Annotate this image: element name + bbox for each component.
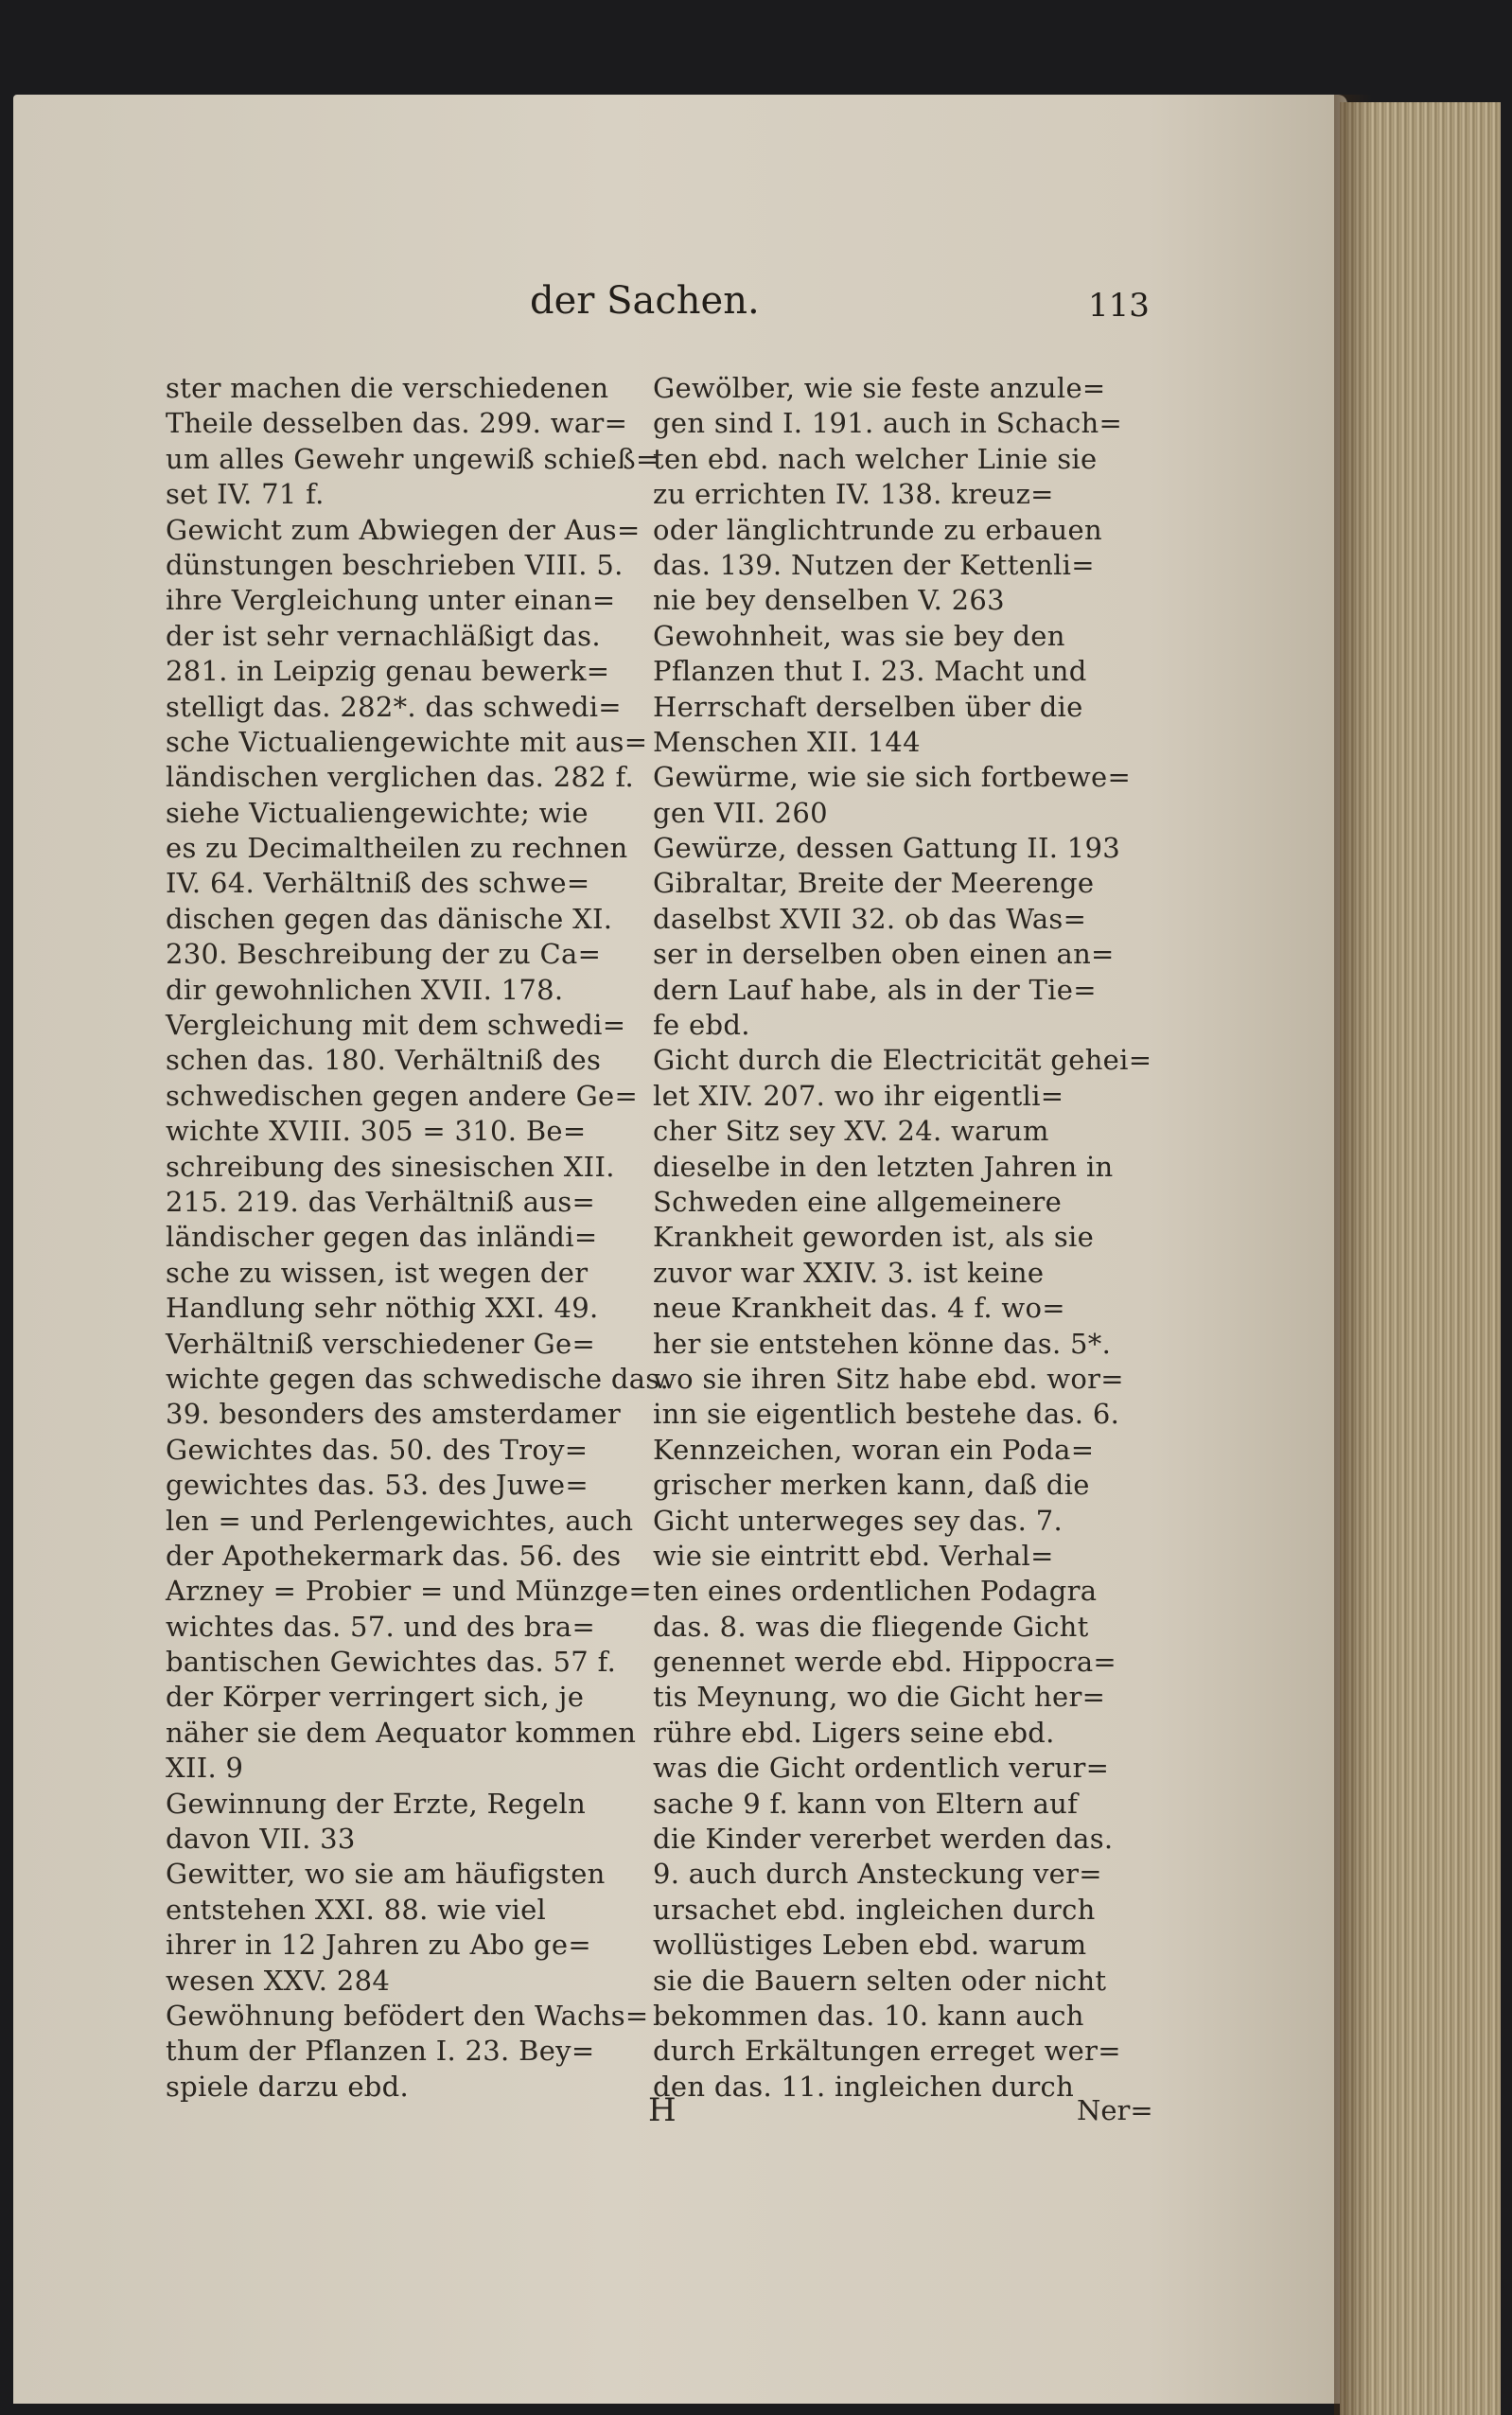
index-line: Gewöhnung befödert den Wachs= — [166, 1999, 649, 2032]
index-line: die Kinder vererbet werden das. — [653, 1823, 1114, 1856]
index-line: Gicht unterweges sey das. 7. — [653, 1504, 1063, 1537]
index-line: ländischer gegen das inländi= — [166, 1221, 598, 1254]
index-line: ser in derselben oben einen an= — [653, 938, 1115, 971]
index-line: len = und Perlengewichtes, auch — [166, 1504, 634, 1537]
index-line: 281. in Leipzig genau bewerk= — [166, 655, 610, 688]
index-line: thum der Pflanzen I. 23. Bey= — [166, 2035, 595, 2068]
index-line: tis Meynung, wo die Gicht her= — [653, 1681, 1106, 1714]
index-line: durch Erkältungen erreget wer= — [653, 2035, 1121, 2068]
index-line: Theile desselben das. 299. war= — [166, 407, 628, 440]
index-line: wo sie ihren Sitz habe ebd. wor= — [653, 1362, 1124, 1395]
index-line: der ist sehr vernachläßigt das. — [166, 619, 601, 652]
index-line: gen VII. 260 — [653, 796, 828, 829]
index-line: ihrer in 12 Jahren zu Abo ge= — [166, 1929, 591, 1962]
index-line: wesen XXV. 284 — [166, 1964, 391, 1997]
index-line: Gewitter, wo sie am häufigsten — [166, 1858, 606, 1891]
index-line: Arzney = Probier = und Münzge= — [166, 1575, 652, 1608]
index-line: näher sie dem Aequator kommen — [166, 1716, 637, 1749]
index-line: genennet werde ebd. Hippocra= — [653, 1646, 1117, 1679]
index-line: Gewürze, dessen Gattung II. 193 — [653, 832, 1121, 865]
index-line: Gicht durch die Electricität gehei= — [653, 1044, 1152, 1077]
index-line: 230. Beschreibung der zu Ca= — [166, 938, 602, 971]
index-line: dern Lauf habe, als in der Tie= — [653, 973, 1097, 1006]
index-line: grischer merken kann, daß die — [653, 1469, 1090, 1502]
index-line: schreibung des sinesischen XII. — [166, 1150, 615, 1183]
index-line: ihre Vergleichung unter einan= — [166, 584, 616, 617]
index-line: 9. auch durch Ansteckung ver= — [653, 1858, 1102, 1891]
index-line: Menschen XII. 144 — [653, 725, 921, 758]
running-header: der Sachen. — [530, 279, 760, 323]
index-line: dir gewohnlichen XVII. 178. — [166, 973, 564, 1006]
index-line: es zu Decimaltheilen zu rechnen — [166, 832, 628, 865]
left-index-column — [166, 371, 670, 2105]
index-line: der Apothekermark das. 56. des — [166, 1539, 622, 1572]
index-line: ten ebd. nach welcher Linie sie — [653, 442, 1098, 475]
index-line: fe ebd. — [653, 1009, 750, 1042]
index-line: Gewinnung der Erzte, Regeln — [166, 1787, 587, 1820]
index-line: Gibraltar, Breite der Meerenge — [653, 867, 1095, 900]
index-line: dünstungen beschrieben VIII. 5. — [166, 548, 624, 581]
index-line: dieselbe in den letzten Jahren in — [653, 1150, 1114, 1183]
index-line: let XIV. 207. wo ihr eigentli= — [653, 1079, 1064, 1112]
index-line: bantischen Gewichtes das. 57 f. — [166, 1646, 617, 1679]
index-line: cher Sitz sey XV. 24. warum — [653, 1115, 1049, 1148]
index-line: wichtes das. 57. und des bra= — [166, 1610, 596, 1643]
index-line: 215. 219. das Verhältniß aus= — [166, 1185, 596, 1218]
index-line: das. 8. was die fliegende Gicht — [653, 1610, 1089, 1643]
index-line: Gewürme, wie sie sich fortbewe= — [653, 761, 1132, 794]
index-line: wichte XVIII. 305 = 310. Be= — [166, 1115, 587, 1148]
gutter-shadow — [1334, 95, 1372, 2415]
index-line: sche Victualiengewichte mit aus= — [166, 725, 648, 758]
index-line: das. 139. Nutzen der Kettenli= — [653, 548, 1095, 581]
index-line: sache 9 f. kann von Eltern auf — [653, 1787, 1079, 1820]
index-line: dischen gegen das dänische XI. — [166, 902, 613, 935]
index-line: gen sind I. 191. auch in Schach= — [653, 407, 1123, 440]
index-line: Gewichtes das. 50. des Troy= — [166, 1433, 589, 1466]
index-line: ursachet ebd. ingleichen durch — [653, 1893, 1096, 1926]
index-line: Handlung sehr nöthig XXI. 49. — [166, 1292, 599, 1325]
index-line: oder länglichtrunde zu erbauen — [653, 513, 1102, 546]
index-line: um alles Gewehr ungewiß schieß= — [166, 442, 659, 475]
index-line: spiele darzu ebd. — [166, 2070, 410, 2103]
index-line: IV. 64. Verhältniß des schwe= — [166, 867, 590, 900]
index-line: stelligt das. 282*. das schwedi= — [166, 690, 622, 723]
index-line: Herrschaft derselben über die — [653, 690, 1083, 723]
index-line: Vergleichung mit dem schwedi= — [166, 1009, 626, 1042]
signature-mark: H — [648, 2091, 677, 2129]
index-line: davon VII. 33 — [166, 1823, 356, 1856]
index-line: sche zu wissen, ist wegen der — [166, 1256, 589, 1289]
index-line: ster machen die verschiedenen — [166, 372, 609, 404]
index-line: bekommen das. 10. kann auch — [653, 1999, 1084, 2032]
index-line: Krankheit geworden ist, als sie — [653, 1221, 1095, 1254]
index-line: was die Gicht ordentlich verur= — [653, 1752, 1110, 1785]
index-line: schen das. 180. Verhältniß des — [166, 1044, 602, 1077]
index-line: Gewicht zum Abwiegen der Aus= — [166, 513, 641, 546]
index-line: Gewölber, wie sie feste anzule= — [653, 372, 1106, 404]
index-line: neue Krankheit das. 4 f. wo= — [653, 1292, 1065, 1325]
index-line: inn sie eigentlich bestehe das. 6. — [653, 1398, 1120, 1431]
index-line: daselbst XVII 32. ob das Was= — [653, 902, 1087, 935]
index-line: 39. besonders des amsterdamer — [166, 1398, 622, 1431]
index-line: XII. 9 — [166, 1752, 244, 1785]
index-line: Verhältniß verschiedener Ge= — [166, 1327, 596, 1360]
right-index-column — [653, 371, 1152, 2105]
index-line: ländischen verglichen das. 282 f. — [166, 761, 634, 794]
index-line: zu errichten IV. 138. kreuz= — [653, 478, 1054, 511]
index-line: her sie entstehen könne das. 5*. — [653, 1327, 1112, 1360]
index-line: ten eines ordentlichen Podagra — [653, 1575, 1098, 1608]
index-line: zuvor war XXIV. 3. ist keine — [653, 1256, 1045, 1289]
index-line: Pflanzen thut I. 23. Macht und — [653, 655, 1087, 688]
index-line: nie bey denselben V. 263 — [653, 584, 1005, 617]
index-line: Kennzeichen, woran ein Poda= — [653, 1433, 1095, 1466]
index-line: Schweden eine allgemeinere — [653, 1185, 1063, 1218]
index-line: Gewohnheit, was sie bey den — [653, 619, 1065, 652]
catchword: Ner= — [1077, 2094, 1153, 2126]
index-line: siehe Victualiengewichte; wie — [166, 796, 589, 829]
index-line: den das. 11. ingleichen durch — [653, 2070, 1075, 2103]
index-line: sie die Bauern selten oder nicht — [653, 1964, 1107, 1997]
index-line: wichte gegen das schwedische das. — [166, 1362, 670, 1395]
index-line: entstehen XXI. 88. wie viel — [166, 1893, 547, 1926]
index-line: set IV. 71 f. — [166, 478, 325, 511]
index-line: wie sie eintritt ebd. Verhal= — [653, 1539, 1054, 1572]
page-number: 113 — [1088, 287, 1150, 325]
index-line: der Körper verringert sich, je — [166, 1681, 585, 1714]
index-line: schwedischen gegen andere Ge= — [166, 1079, 639, 1112]
index-line: rühre ebd. Ligers seine ebd. — [653, 1716, 1055, 1749]
index-line: gewichtes das. 53. des Juwe= — [166, 1469, 589, 1502]
index-line: wollüstiges Leben ebd. warum — [653, 1929, 1087, 1962]
